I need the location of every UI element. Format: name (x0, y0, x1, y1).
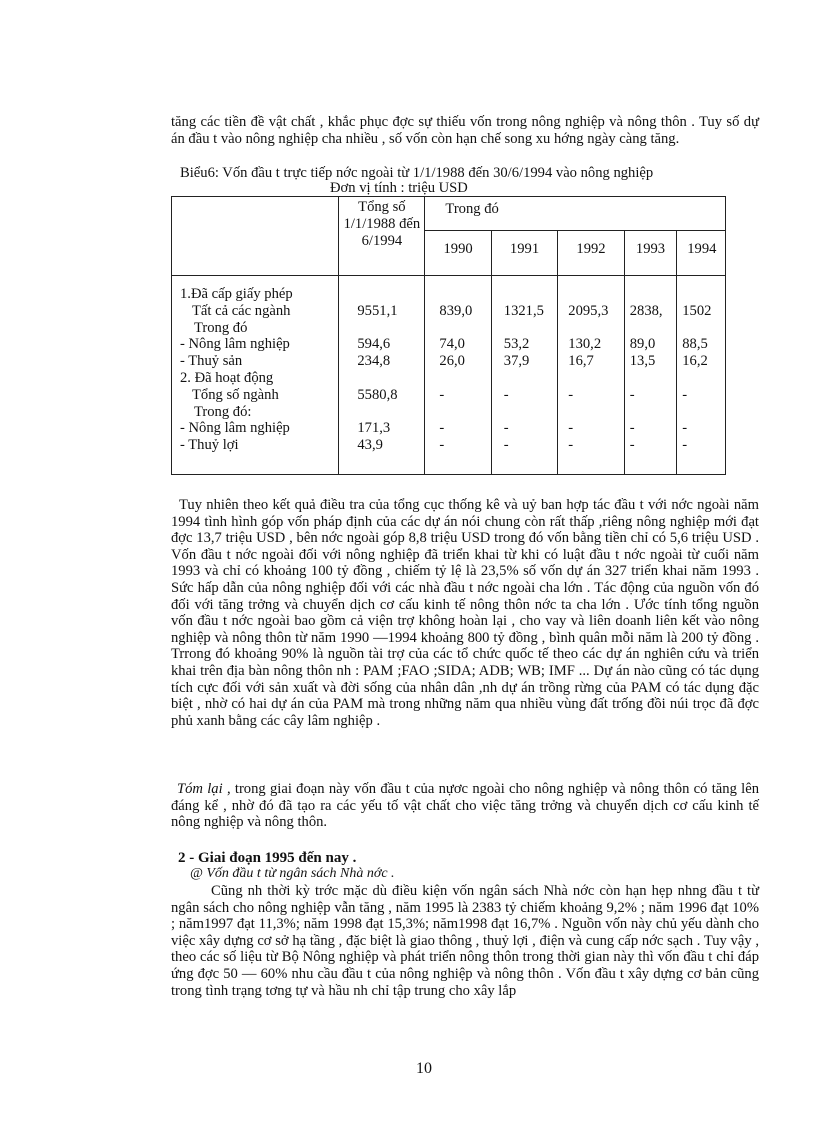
total-value (339, 370, 424, 387)
total-value: 43,9 (357, 437, 383, 454)
value-1993 (625, 370, 677, 387)
value-1990: - (439, 386, 445, 403)
totals-column (339, 286, 424, 454)
value-1994 (677, 286, 725, 303)
year-header: 1991 (491, 231, 558, 276)
value-1994: 16,2 (682, 353, 708, 370)
value-1991: 37,9 (503, 353, 530, 370)
value-1992: 130,2 (568, 336, 602, 353)
row-label: - Nông lâm nghiệp (180, 336, 290, 353)
value-1990 (425, 286, 490, 303)
y1994-column (677, 286, 725, 454)
value-1991: - (503, 420, 509, 437)
value-1994: 88,5 (682, 336, 708, 353)
investment-table (171, 196, 726, 475)
value-1992 (558, 286, 623, 303)
value-1993 (625, 320, 677, 337)
total-value: 594,6 (357, 336, 391, 353)
value-1990 (425, 370, 490, 387)
value-1994: - (682, 420, 688, 437)
y1991-column (492, 286, 558, 454)
year-header: 1990 (425, 231, 491, 276)
total-value (339, 286, 424, 303)
value-1991 (492, 370, 558, 387)
table-unit: Đơn vị tính : triệu USD (330, 180, 468, 196)
value-1992 (558, 404, 623, 421)
value-1990: 74,0 (439, 336, 465, 353)
value-1993: - (629, 386, 635, 403)
value-1990: 839,0 (439, 302, 473, 319)
y1990-column (425, 286, 490, 454)
row-label: - Nông lâm nghiệp (180, 420, 290, 437)
value-1992: 2095,3 (568, 302, 609, 319)
row-label: Tất cả các ngành (192, 302, 291, 319)
table-caption: Biểu6: Vốn đầu t trực tiếp nớc ngoài từ 1/1/1988 đến 30/6/1994 vào nông nghiệp (180, 165, 654, 181)
value-1990: - (439, 420, 445, 437)
y1993-column (625, 286, 677, 454)
year-header: 1993 (624, 231, 677, 276)
y1992-cell (558, 276, 624, 475)
total-column-header: Tổng số 1/1/1988 đến 6/1994 (339, 197, 425, 276)
year-header: 1994 (677, 231, 726, 276)
value-1993: 89,0 (629, 336, 656, 353)
value-1992: 16,7 (568, 353, 594, 370)
value-1994 (677, 320, 725, 337)
value-1991 (492, 404, 558, 421)
subsection-heading: @ Vốn đầu t từ ngân sách Nhà nớc . (190, 866, 395, 881)
year-header: 1992 (558, 231, 624, 276)
paragraph-survey: Tuy nhiên theo kết quả điều tra của tổng cục thống kê và uỷ ban hợp tác đầu t với nớc ngoài năm 1994 tình hình góp vốn pháp định của các dự án nói chung còn rất thấp ,riêng nông nghiệp mới đạt đợc 13,7 triệu USD , bên nớc ngoài góp 8,8 triệu USD trong đó vốn bằng tiền chỉ có 5,6 triệu USD . Vốn đầu t nớc ngoài đối với nông nghiệp đã triển khai từ khi có luật đầu t nớc ngoài từ cuối năm 1993 và chỉ có khoảng 100 tỷ đồng , chiếm tỷ lệ là 23,5% số vốn dự án 327 triển khai năm 1993 . Sức hấp dẫn của nông nghiệp đối với các nhà đầu t nớc ngoài cha lớn . Tác động của nguồn vốn đó đối với tăng trởng và chuyển dịch cơ cấu kinh tế nông thôn nớc ta cha lớn . Ước tính tổng nguồn vốn đầu t nớc ngoài bao gồm cả viện trợ không hoàn lại , cho vay và liên doanh liên kết vào nông nghiệp và nông thôn từ năm 1990 —1994 khoảng 800 tỷ đồng , bình quân mỗi năm là 200 tỷ đồng . Trrong đó khoảng 90% là nguồn tài trợ của các tổ chức quốc tế theo các dự án nghiên cứu và triển khai trên địa bàn nông thôn nh : PAM ;FAO ;SIDA; ADB; WB; IMF ... Dự án nào cũng có tác dụng tích cực đối với sản xuất và đời sống của nhân dân ,nh dự án trồng rừng của PAM có tác dụng đặc biệt , nhờ có hai dự án của PAM mà trong những năm qua nhiều vùng đất trống đồi núi trọc đã đợc phủ xanh bằng các cây lâm nghiệp . (171, 497, 759, 729)
row-label: Trong đó (194, 319, 248, 336)
value-1994 (677, 370, 725, 387)
total-value: 234,8 (357, 353, 391, 370)
y1990-cell (425, 276, 491, 475)
table-corner-header (172, 197, 339, 276)
value-1992: - (568, 437, 574, 454)
totals-cell (339, 276, 425, 475)
row-label: - Thuỷ sản (180, 353, 243, 370)
value-1992: - (568, 420, 574, 437)
paragraph-conclusion (171, 781, 759, 831)
value-1993 (625, 286, 677, 303)
value-1994: - (682, 386, 688, 403)
value-1993 (625, 404, 677, 421)
conclusion-label: Tóm lại (177, 781, 223, 797)
y1991-cell (491, 276, 558, 475)
y1993-cell (624, 276, 677, 475)
total-value (339, 320, 424, 337)
value-1990: - (439, 437, 445, 454)
total-value (339, 404, 424, 421)
section-heading: 2 - Giai đoạn 1995 đến nay . (178, 850, 357, 866)
value-1991: 53,2 (503, 336, 530, 353)
paragraph-budget: Cũng nh thời kỳ trớc mặc dù điều kiện vốn ngân sách Nhà nớc còn hạn hẹp nhng đầu t từ ngân sách cho nông nghiệp vẫn tăng , năm 1995 là 2383 tỷ chiếm khoảng 9,2% ; năm 1996 đạt 10% ; năm1997 đạt 11,3%; năm 1998 đạt 15,3%; năm1998 đạt 16,7% . Nguồn vốn này chủ yếu dành cho việc xây dựng cơ sở hạ tầng , đặc biệt là giao thông , thuỷ lợi , điện và cung cấp nớc sạch . Tuy vậy , theo các số liệu từ Bộ Nông nghiệp và phát triển nông thôn trong thời gian này thì vốn đầu t chỉ đáp ứng đợc 50 — 60% nhu cầu đầu t của nông nghiệp và nông thôn . Vốn đầu t xây dựng cơ bản cũng trong tình trạng tơng tự và hầu nh chỉ tập trung cho xây lắp (171, 883, 759, 999)
value-1994: 1502 (682, 302, 712, 319)
row-label: 2. Đã hoạt động (180, 369, 274, 386)
y1992-column (558, 286, 623, 454)
value-1993: 13,5 (629, 353, 656, 370)
value-1992 (558, 370, 623, 387)
intro-paragraph: tăng các tiền đề vật chất , khắc phục đợc sự thiếu vốn trong nông nghiệp và nông thôn . Tuy số dự án đầu t vào nông nghiệp cha nhiều , số vốn còn hạn chế song xu hớng ngày càng tăng. (171, 114, 759, 147)
row-label: Tổng số ngành (192, 386, 279, 403)
total-value: 9551,1 (357, 302, 398, 319)
value-1991: - (503, 437, 509, 454)
row-labels (172, 286, 338, 454)
total-value: 171,3 (357, 420, 391, 437)
row-label: - Thuỷ lợi (180, 437, 239, 454)
subheader-cell (425, 197, 726, 231)
row-label: 1.Đã cấp giấy phép (180, 286, 293, 302)
subheader-label: Trong đó (445, 201, 499, 217)
value-1990 (425, 404, 490, 421)
value-1991: 1321,5 (503, 302, 544, 319)
conclusion-text: , trong giai đoạn này vốn đầu t của nựơc ngoài cho nông nghiệp và nông thôn có tăng lên đáng kể , nhờ đó đã tạo ra các yếu tố vật chất cho việc tăng trởng và chuyển dịch cơ cấu kinh tế nông nghiệp và nông thôn. (171, 781, 759, 831)
value-1991: - (503, 386, 509, 403)
row-labels-cell (172, 276, 339, 475)
value-1992 (558, 320, 623, 337)
value-1994: - (682, 437, 688, 454)
y1994-cell (677, 276, 726, 475)
value-1994 (677, 404, 725, 421)
value-1993: - (629, 420, 635, 437)
value-1990: 26,0 (439, 353, 465, 370)
total-value: 5580,8 (357, 386, 398, 403)
row-label: Trong đó: (194, 403, 252, 420)
value-1991 (492, 320, 558, 337)
value-1993: 2838, (629, 302, 663, 319)
value-1990 (425, 320, 490, 337)
value-1991 (492, 286, 558, 303)
value-1993: - (629, 437, 635, 454)
value-1992: - (568, 386, 574, 403)
page-number: 10 (416, 1060, 432, 1077)
